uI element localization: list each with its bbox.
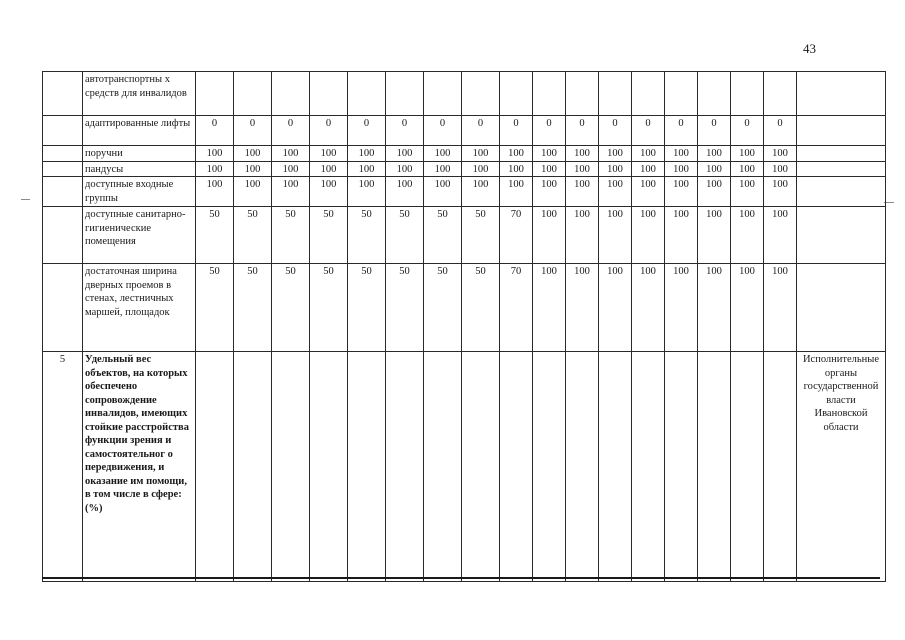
value-cell: 100 bbox=[698, 207, 731, 264]
value-cell bbox=[424, 352, 462, 582]
value-cell: 100 bbox=[764, 177, 797, 207]
value-cell: 100 bbox=[424, 177, 462, 207]
responsible-cell bbox=[797, 207, 886, 264]
table-row bbox=[43, 264, 886, 352]
value-cell bbox=[196, 72, 234, 116]
value-cell: 50 bbox=[424, 207, 462, 264]
value-cell: 50 bbox=[386, 207, 424, 264]
value-cell bbox=[462, 72, 500, 116]
value-cell: 100 bbox=[533, 161, 566, 177]
value-cell: 100 bbox=[500, 161, 533, 177]
table-row bbox=[43, 207, 886, 264]
value-cell bbox=[731, 72, 764, 116]
table-row bbox=[43, 352, 886, 582]
value-cell bbox=[599, 352, 632, 582]
value-cell bbox=[386, 72, 424, 116]
value-cell: 0 bbox=[533, 116, 566, 146]
value-cell: 100 bbox=[348, 177, 386, 207]
responsible-cell bbox=[797, 264, 886, 352]
value-cell: 100 bbox=[665, 264, 698, 352]
value-cell: 100 bbox=[599, 207, 632, 264]
value-cell: 100 bbox=[533, 207, 566, 264]
value-cell bbox=[599, 72, 632, 116]
scan-mark bbox=[21, 199, 30, 200]
value-cell: 100 bbox=[386, 177, 424, 207]
value-cell: 100 bbox=[764, 146, 797, 162]
value-cell bbox=[386, 352, 424, 582]
value-cell: 0 bbox=[500, 116, 533, 146]
value-cell: 0 bbox=[462, 116, 500, 146]
value-cell bbox=[566, 72, 599, 116]
indicator-label: пандусы bbox=[83, 161, 196, 177]
value-cell: 100 bbox=[386, 161, 424, 177]
value-cell: 100 bbox=[731, 161, 764, 177]
value-cell: 100 bbox=[500, 177, 533, 207]
responsible-cell bbox=[797, 161, 886, 177]
value-cell: 100 bbox=[599, 177, 632, 207]
value-cell bbox=[462, 352, 500, 582]
value-cell bbox=[272, 72, 310, 116]
value-cell: 100 bbox=[533, 146, 566, 162]
value-cell bbox=[272, 352, 310, 582]
value-cell: 100 bbox=[632, 161, 665, 177]
value-cell: 100 bbox=[698, 146, 731, 162]
value-cell: 100 bbox=[731, 146, 764, 162]
value-cell: 100 bbox=[632, 264, 665, 352]
value-cell: 50 bbox=[462, 207, 500, 264]
value-cell: 100 bbox=[566, 161, 599, 177]
value-cell bbox=[665, 352, 698, 582]
value-cell: 100 bbox=[196, 161, 234, 177]
value-cell: 100 bbox=[196, 146, 234, 162]
value-cell: 100 bbox=[424, 161, 462, 177]
value-cell bbox=[764, 352, 797, 582]
value-cell: 100 bbox=[462, 146, 500, 162]
table-row bbox=[43, 161, 886, 177]
value-cell bbox=[234, 72, 272, 116]
page-number: 43 bbox=[803, 41, 816, 56]
value-cell bbox=[698, 352, 731, 582]
table-bottom-rule bbox=[42, 577, 880, 579]
value-cell bbox=[665, 72, 698, 116]
value-cell bbox=[348, 352, 386, 582]
value-cell: 100 bbox=[533, 177, 566, 207]
value-cell: 100 bbox=[665, 146, 698, 162]
value-cell: 0 bbox=[348, 116, 386, 146]
value-cell: 70 bbox=[500, 207, 533, 264]
row-index-cell bbox=[43, 146, 83, 162]
value-cell: 100 bbox=[310, 177, 348, 207]
value-cell: 50 bbox=[234, 264, 272, 352]
value-cell: 100 bbox=[566, 264, 599, 352]
value-cell: 100 bbox=[462, 161, 500, 177]
value-cell: 100 bbox=[599, 161, 632, 177]
value-cell: 100 bbox=[764, 264, 797, 352]
value-cell bbox=[632, 352, 665, 582]
table-body bbox=[43, 72, 886, 582]
value-cell: 100 bbox=[272, 161, 310, 177]
value-cell: 100 bbox=[348, 146, 386, 162]
value-cell: 100 bbox=[764, 207, 797, 264]
value-cell: 100 bbox=[234, 177, 272, 207]
indicator-label: поручни bbox=[83, 146, 196, 162]
value-cell bbox=[310, 72, 348, 116]
value-cell: 100 bbox=[310, 161, 348, 177]
value-cell: 50 bbox=[348, 264, 386, 352]
value-cell: 50 bbox=[272, 207, 310, 264]
value-cell: 100 bbox=[665, 207, 698, 264]
value-cell: 0 bbox=[665, 116, 698, 146]
value-cell: 100 bbox=[566, 207, 599, 264]
indicator-label: автотранспортны х средств для инвалидов bbox=[83, 72, 196, 116]
value-cell: 100 bbox=[731, 207, 764, 264]
value-cell: 50 bbox=[196, 264, 234, 352]
value-cell: 100 bbox=[764, 161, 797, 177]
value-cell: 0 bbox=[632, 116, 665, 146]
indicator-label: Удельный вес объектов, на которых обеспечено сопровождение инвалидов, имеющих стойкие расстройства функции зрения и самостоятельног о передвижения, и оказание им помощи, в том числе в сфере: (%) bbox=[83, 352, 196, 582]
value-cell: 100 bbox=[599, 264, 632, 352]
table-row bbox=[43, 116, 886, 146]
value-cell bbox=[310, 352, 348, 582]
value-cell bbox=[234, 352, 272, 582]
value-cell: 0 bbox=[424, 116, 462, 146]
indicator-label: доступные санитарно-гигиенические помещения bbox=[83, 207, 196, 264]
value-cell bbox=[566, 352, 599, 582]
value-cell: 100 bbox=[566, 146, 599, 162]
responsible-cell: Исполнительные органы государственной власти Ивановской области bbox=[797, 352, 886, 582]
value-cell: 50 bbox=[386, 264, 424, 352]
indicator-label: достаточная ширина дверных проемов в стенах, лестничных маршей, площадок bbox=[83, 264, 196, 352]
value-cell: 100 bbox=[196, 177, 234, 207]
value-cell: 100 bbox=[310, 146, 348, 162]
value-cell bbox=[424, 72, 462, 116]
value-cell: 100 bbox=[698, 177, 731, 207]
value-cell: 100 bbox=[632, 146, 665, 162]
responsible-cell bbox=[797, 116, 886, 146]
value-cell bbox=[764, 72, 797, 116]
value-cell: 0 bbox=[764, 116, 797, 146]
value-cell: 100 bbox=[272, 146, 310, 162]
value-cell: 0 bbox=[310, 116, 348, 146]
table-row bbox=[43, 72, 886, 116]
indicator-table bbox=[42, 71, 886, 582]
row-index-cell bbox=[43, 177, 83, 207]
value-cell: 100 bbox=[234, 161, 272, 177]
value-cell: 50 bbox=[272, 264, 310, 352]
row-index-cell bbox=[43, 72, 83, 116]
responsible-cell bbox=[797, 72, 886, 116]
value-cell: 0 bbox=[698, 116, 731, 146]
value-cell: 100 bbox=[533, 264, 566, 352]
value-cell: 0 bbox=[234, 116, 272, 146]
value-cell: 100 bbox=[234, 146, 272, 162]
responsible-cell bbox=[797, 177, 886, 207]
value-cell bbox=[348, 72, 386, 116]
responsible-cell bbox=[797, 146, 886, 162]
value-cell: 0 bbox=[599, 116, 632, 146]
value-cell bbox=[196, 352, 234, 582]
value-cell: 100 bbox=[500, 146, 533, 162]
value-cell bbox=[632, 72, 665, 116]
value-cell: 100 bbox=[698, 264, 731, 352]
value-cell: 50 bbox=[462, 264, 500, 352]
value-cell: 100 bbox=[632, 177, 665, 207]
value-cell: 100 bbox=[632, 207, 665, 264]
value-cell: 0 bbox=[386, 116, 424, 146]
value-cell bbox=[698, 72, 731, 116]
value-cell: 100 bbox=[272, 177, 310, 207]
value-cell: 0 bbox=[272, 116, 310, 146]
row-index-cell: 5 bbox=[43, 352, 83, 582]
value-cell: 50 bbox=[234, 207, 272, 264]
row-index-cell bbox=[43, 207, 83, 264]
value-cell: 100 bbox=[348, 161, 386, 177]
value-cell: 100 bbox=[698, 161, 731, 177]
value-cell: 100 bbox=[424, 146, 462, 162]
value-cell bbox=[731, 352, 764, 582]
value-cell: 100 bbox=[386, 146, 424, 162]
table-row bbox=[43, 177, 886, 207]
value-cell: 50 bbox=[310, 264, 348, 352]
value-cell: 50 bbox=[310, 207, 348, 264]
value-cell: 100 bbox=[731, 177, 764, 207]
value-cell: 0 bbox=[731, 116, 764, 146]
row-index-cell bbox=[43, 161, 83, 177]
value-cell: 100 bbox=[599, 146, 632, 162]
value-cell bbox=[500, 72, 533, 116]
value-cell: 50 bbox=[196, 207, 234, 264]
indicator-label: доступные входные группы bbox=[83, 177, 196, 207]
value-cell: 0 bbox=[196, 116, 234, 146]
value-cell: 0 bbox=[566, 116, 599, 146]
value-cell: 100 bbox=[462, 177, 500, 207]
value-cell: 100 bbox=[665, 177, 698, 207]
value-cell bbox=[533, 352, 566, 582]
row-index-cell bbox=[43, 116, 83, 146]
value-cell: 100 bbox=[731, 264, 764, 352]
table-row bbox=[43, 146, 886, 162]
value-cell: 100 bbox=[566, 177, 599, 207]
row-index-cell bbox=[43, 264, 83, 352]
value-cell: 100 bbox=[665, 161, 698, 177]
value-cell: 50 bbox=[424, 264, 462, 352]
value-cell: 50 bbox=[348, 207, 386, 264]
value-cell: 70 bbox=[500, 264, 533, 352]
indicator-label: адаптированные лифты bbox=[83, 116, 196, 146]
value-cell bbox=[533, 72, 566, 116]
value-cell bbox=[500, 352, 533, 582]
